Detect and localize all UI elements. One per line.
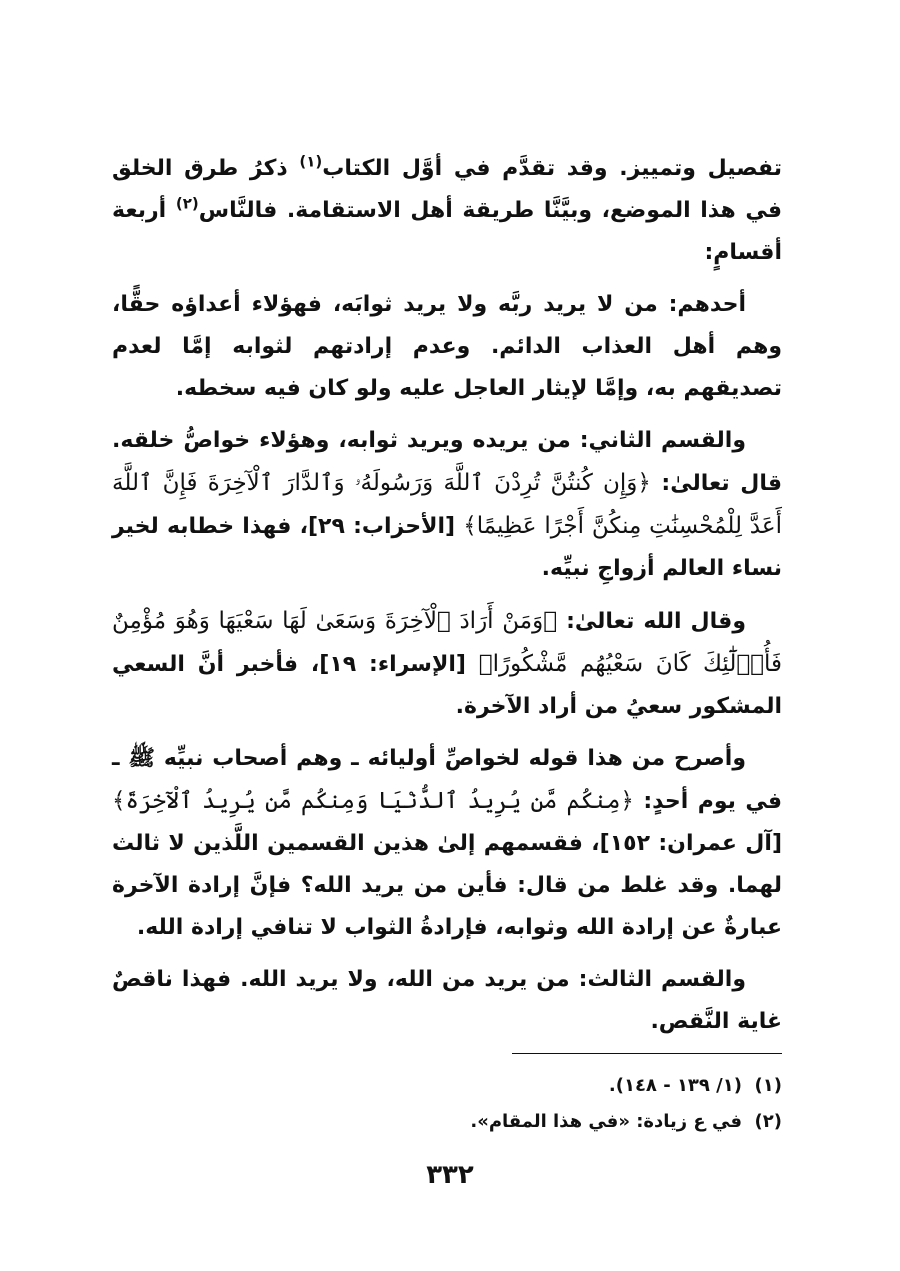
intro-text-middle: ذكرُ طرق الخلق في هذا الموضع، وبيَّنَّا طريقة أهل الاستقامة. فالنَّاس	[112, 156, 783, 223]
footnote-1	[112, 1068, 782, 1104]
footnote-divider	[512, 1053, 782, 1054]
paragraph-first-category: أحدهم: من لا يريد ربَّه ولا يريد ثوابَه، فهؤلاء أعداؤه حقًّا، وهم أهل العذاب الدائم. وعدم إرادتهم لثوابه إمَّا لعدم تصديقهم به، وإمَّا لإيثار العاجل عليه ولو كان فيه سخطه.	[112, 292, 782, 401]
paragraph-intro	[112, 148, 782, 274]
isra-intro: وقال الله تعالىٰ:	[557, 609, 746, 634]
page-number: ٣٣٢	[426, 1160, 474, 1190]
isra-after: [الإسراء: ١٩]، فأخبر أنَّ السعي المشكور سعيُ من أراد الآخرة.	[112, 652, 782, 719]
paragraph-isra-verse	[112, 600, 782, 728]
paragraph-second-category	[112, 420, 782, 590]
uhud-intro: وأصرح من هذا قوله لخواصِّ أوليائه ـ وهم أصحاب نبيِّه ﷺ ـ في يوم أحدٍ:	[112, 746, 782, 814]
quran-verse-isra: ﴿وَمَنْ أَرَادَ ٱلْآخِرَةَ وَسَعَىٰ لَهَا سَعْيَهَا وَهُوَ مُؤْمِنٌ فَأُو۟لَٰٓئِكَ كَانَ سَعْيُهُم مَّشْكُورًا﴾	[112, 608, 782, 677]
second-category-after: [الأحزاب: ٢٩]، فهذا خطابه لخير نساء العالم أزواجِ نبيِّه.	[112, 514, 782, 581]
footnotes	[112, 1068, 782, 1140]
paragraph-third-category: والقسم الثالث: من يريد من الله، ولا يريد الله. فهذا ناقصٌ غاية النَّقص.	[112, 967, 782, 1034]
second-category-intro: والقسم الثاني: من يريده ويريد ثوابه، وهؤلاء خواصُّ خلقه. قال تعالىٰ:	[112, 428, 782, 496]
footnote-2	[112, 1104, 782, 1140]
paragraph-uhud	[112, 738, 782, 949]
footnote-1-text: (١/ ١٣٩ - ١٤٨).	[608, 1075, 742, 1096]
uhud-after: [آل عمران: ١٥٢]، فقسمهم إلىٰ هذين القسمين اللَّذين لا ثالث لهما. وقد غلط من قال: فأين من يريد الله؟ فإنَّ إرادة الآخرة عبارةٌ عن إرادة الله وثوابه، فإرادةُ الثواب لا تنافي إرادة الله.	[112, 831, 782, 940]
footnote-ref-2[interactable]: (٢)	[175, 194, 199, 213]
quran-verse-al-imran: ﴿مِنكُم مَّن يُرِيدُ ٱلدُّنْيَا وَمِنكُم مَّن يُرِيدُ ٱلْآخِرَةَ﴾	[112, 788, 634, 814]
footnote-ref-1[interactable]: (١)	[299, 152, 323, 171]
footnote-2-text: في ع زيادة: «في هذا المقام».	[470, 1111, 742, 1132]
main-text	[112, 148, 782, 1053]
quran-verse-ahzab: ﴿وَإِن كُنتُنَّ تُرِدْنَ ٱللَّهَ وَرَسُولَهُۥ وَٱلدَّارَ ٱلْآخِرَةَ فَإِنَّ ٱللَّهَ أَعَدَّ لِلْمُحْسِنَٰتِ مِنكُنَّ أَجْرًا عَظِيمًا﴾	[112, 470, 782, 539]
intro-text-start: تفصيل وتمييز. وقد تقدَّم في أوَّل الكتاب	[322, 156, 782, 181]
footnote-1-number: (١)	[754, 1075, 782, 1096]
footnote-2-number: (٢)	[754, 1111, 782, 1132]
intro-text-end: أربعة أقسامٍ:	[112, 198, 782, 265]
